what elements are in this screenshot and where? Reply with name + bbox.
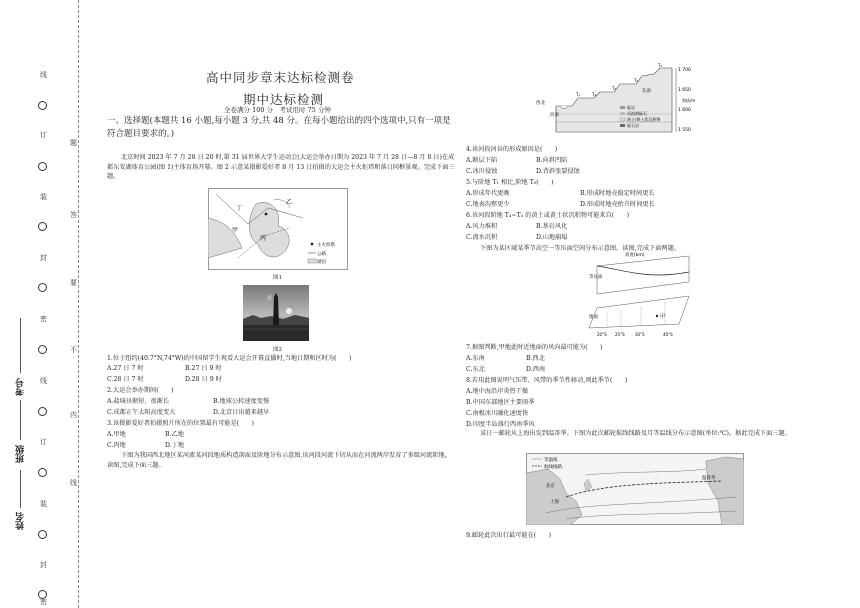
fig3-legend-2: 黄土/黄土状沉积物 — [627, 117, 661, 122]
figure-4-isobaric-surface — [585, 252, 700, 340]
fig3-legend-0: 砾岩 — [627, 105, 635, 110]
fig3-label-southeast: 东南 — [642, 89, 651, 94]
fig5-label-shanghai: 上海 — [550, 500, 559, 505]
q6-option-c[interactable]: C.流水沉积 — [466, 234, 498, 241]
class-label: 班级 — [16, 445, 26, 463]
q6-option-a[interactable]: A.风力堆积 — [466, 223, 498, 230]
binding-inner-char: 线 — [70, 479, 77, 487]
binding-ring-icon — [38, 101, 47, 110]
svg-text:T₄: T₄ — [634, 78, 639, 83]
intro-paragraph-2: 下图为我国西北地区某河流某河段地质构造剖面及阶地分布示意图,该河段河流下切从而在河流两岸发育了多级河流阶地。读图,完成下面三题。 — [107, 452, 451, 469]
figure-2-photo — [243, 285, 309, 341]
fig3-legend-1: 河流相砾石 — [627, 111, 647, 116]
binding-char: 装 — [40, 193, 47, 201]
name-label: 姓名 — [16, 512, 26, 530]
binding-char: 线 — [40, 71, 47, 79]
fig3-elev-1650: 1 650 — [678, 88, 691, 93]
fig4-tick-40s: 40°S — [663, 332, 673, 337]
fig2-label-north: 北 — [267, 295, 273, 301]
q5-option-c[interactable]: C.地表沟壑更少 — [466, 201, 510, 208]
fig4-label-isobar: 等压面 — [589, 275, 603, 280]
q3-option-d[interactable]: D.丁地 — [165, 442, 185, 449]
svg-text:T₅: T₅ — [658, 63, 663, 68]
q8-option-b[interactable]: B.中国东部地区主要雨季 — [466, 399, 535, 406]
fig4-tick-25s: 25°S — [615, 332, 625, 337]
binding-ring-icon — [38, 407, 47, 416]
binding-inner-char: 题 — [70, 139, 77, 147]
binding-char: 订 — [40, 131, 47, 139]
binding-ring-icon — [38, 530, 47, 539]
q7-option-b[interactable]: B.西北 — [526, 355, 545, 362]
figure-1-map — [208, 188, 348, 270]
figure-5-route-map — [526, 453, 744, 525]
q5-option-d[interactable]: D.形成时地壳抬升时间更长 — [580, 201, 655, 208]
figure-2-caption: 图2 — [273, 347, 282, 353]
section-heading: 一、选择题(本题共 16 小题,每小题 3 分,共 48 分。在每小题给出的四个选项中,只有一项是符合题目要求的。) — [107, 116, 451, 139]
q6-option-d[interactable]: D.山地崩塌 — [536, 234, 568, 241]
question-1-stem: 1.位于纽约(40.7°N,74°W)的中国留学生观看大运会开幕直播时,当地日期和区时为( ) — [107, 355, 352, 362]
exam-subtitle: 期中达标检测 — [243, 92, 325, 107]
question-5-stem: 5.与阶地 T₁ 相比,阶地 T₅( ) — [466, 179, 554, 186]
fig3-unit: 海拔/m — [682, 98, 696, 103]
binding-char: 线 — [40, 377, 47, 385]
binding-inner-char: 要 — [70, 279, 77, 287]
binding-char: 封 — [40, 254, 47, 262]
question-6-stem: 6.该河段阶地 T₄~T₅ 的黄土或黄土状沉积物可能来自( ) — [466, 212, 630, 219]
binding-char: 订 — [40, 438, 47, 446]
q4-option-d[interactable]: D.背斜张裂侵蚀 — [536, 168, 580, 175]
q3-option-a[interactable]: A.甲地 — [107, 431, 126, 438]
q5-option-b[interactable]: B.形成时地壳稳定时间更长 — [580, 190, 655, 197]
q1-option-b[interactable]: B.27 日 9 时 — [185, 365, 222, 372]
fig4-tick-20s: 20°S — [597, 332, 607, 337]
q4-option-a[interactable]: A.断层下陷 — [466, 157, 498, 164]
q8-option-a[interactable]: A.地中海沿岸炎热干燥 — [466, 388, 529, 395]
q2-option-b[interactable]: B.地球公转速度变慢 — [213, 398, 270, 405]
q7-option-a[interactable]: A.东南 — [466, 355, 485, 362]
binding-inner-char: 答 — [70, 211, 77, 219]
fig3-label-northwest: 西北 — [536, 101, 545, 106]
binding-char: 装 — [40, 500, 47, 508]
binding-char: 密 — [40, 598, 47, 606]
binding-inner-char: 不 — [70, 346, 77, 354]
question-9-stem: 9.邮轮此次出行最可能在( ) — [466, 532, 551, 539]
intro-paragraph-3: 下图为某区域某季节高空一等压面空间分布示意图。读图,完成下面两题。 — [480, 245, 680, 252]
q1-option-c[interactable]: C.28 日 7 时 — [107, 376, 144, 383]
binding-dashed-line — [78, 0, 79, 608]
figure-1-caption: 图1 — [273, 275, 282, 281]
fig3-elev-1550: 1 550 — [678, 128, 691, 133]
fig1-label-jia: 甲 — [232, 227, 239, 234]
fig1-label-yi: 乙 — [286, 199, 293, 206]
exam-number-label: 考号 — [16, 378, 26, 396]
exam-title: 高中同步章末达标检测卷 — [206, 70, 355, 85]
fig4-tick-30s: 30°S — [635, 332, 645, 337]
fig4-label-ground: 地面 — [589, 315, 598, 320]
fig4-label-height: 高度(km) — [625, 253, 645, 258]
q6-option-b[interactable]: B.基岩风化 — [536, 223, 568, 230]
torch-marker-icon — [265, 213, 268, 216]
fig1-label-ding: 丁 — [236, 205, 243, 212]
binding-char: 封 — [40, 561, 47, 569]
binding-inner-char: 内 — [70, 411, 77, 419]
fig5-label-vancouver: 温哥华 — [702, 476, 716, 481]
name-field[interactable] — [20, 470, 21, 508]
fig3-legend-3: 砾石岩 — [627, 123, 639, 128]
point-jia-icon — [656, 315, 658, 317]
binding-ring-icon — [38, 283, 47, 292]
question-7-stem: 7.据图判断,甲地此时近地面的风向最可能为( ) — [466, 344, 603, 351]
intro-paragraph-4: 某日一邮轮从上海出发到温哥华。下图为此次邮轮航线线路及月等温线分布示意图(单位:℃)。据此完成下面三题。 — [480, 430, 791, 437]
q2-option-c[interactable]: C.成都正午太阳高度变大 — [107, 409, 176, 416]
q3-option-b[interactable]: B.乙地 — [165, 431, 184, 438]
question-8-stem: 8.若用此图说明气压带、风带的季节性移动,则此季节( ) — [466, 377, 628, 384]
svg-text:T₂: T₂ — [592, 92, 597, 97]
binding-char: 密 — [40, 315, 47, 323]
q3-option-c[interactable]: C.丙地 — [107, 442, 126, 449]
fig5-legend-isotherm: 等温线 — [544, 458, 558, 463]
question-3-stem: 3.该摄影爱好者拍摄照片所在的位置最有可能是( ) — [107, 420, 254, 427]
exam-meta: 全卷满分 100 分 考试用时 75 分钟 — [224, 106, 331, 114]
fig1-legend-torch: 主火炬塔 — [317, 243, 335, 248]
legend-dot-icon — [311, 243, 314, 246]
q1-option-d[interactable]: D.28 日 9 时 — [185, 376, 222, 383]
fig1-legend-road: 公路 — [317, 252, 326, 257]
fig5-legend-route: 航线线路 — [544, 465, 562, 470]
exam-number-field[interactable] — [20, 318, 21, 373]
svg-text:T₃: T₃ — [612, 86, 617, 91]
question-4-stem: 4.该河段河谷的形成原因是( ) — [466, 146, 558, 153]
intro-paragraph-1: 北京时间 2023 年 7 月 28 日 20 时,第 31 届世界大学生运动会(大运会举办日期为 2023 年 7 月 28 日—8 月 8 日)在成都东安湖体育公园(图 1)主体育场开幕。图 2 示意某摄影爱好者 8 月 13 日拍摄的大运会主火炬塔和落日同框景观。完成下面三题。 — [107, 154, 455, 180]
q8-option-c[interactable]: C.南极冰川融化速度快 — [466, 410, 529, 417]
class-field[interactable] — [20, 400, 21, 440]
fig3-elev-1700: 1 700 — [678, 68, 691, 73]
fig1-legend-lake: 湖泊 — [317, 260, 326, 265]
fig3-label-riverbed: 河床 — [550, 113, 559, 118]
svg-text:T₁: T₁ — [576, 92, 581, 97]
figure-3-terrace-profile — [532, 62, 722, 144]
fig4-label-jia: 甲 — [660, 314, 666, 320]
q2-option-a[interactable]: A.盐城昼渐短、夜渐长 — [107, 398, 170, 405]
q4-option-c[interactable]: C.冰川侵蚀 — [466, 168, 498, 175]
fig5-label-beijing: 北京 — [546, 484, 555, 489]
fig3-elev-1600: 1 600 — [678, 108, 691, 113]
binding-ring-icon — [38, 468, 47, 477]
binding-ring-icon — [38, 345, 47, 354]
binding-ring-icon — [38, 222, 47, 231]
q4-option-b[interactable]: B.向斜凹陷 — [536, 157, 568, 164]
q5-option-a[interactable]: A.形成年代更晚 — [466, 190, 510, 197]
q8-option-d[interactable]: D.印度半岛盛行西南季风 — [466, 421, 535, 428]
sunset-icon — [286, 308, 292, 314]
binding-ring-icon — [38, 162, 47, 171]
q1-option-a[interactable]: A.27 日 7 时 — [107, 365, 144, 372]
q7-option-d[interactable]: D.西南 — [526, 366, 546, 373]
fig1-label-bing: 丙 — [260, 235, 267, 242]
question-2-stem: 2.大运会举办期间( ) — [107, 387, 174, 394]
q7-option-c[interactable]: C.东北 — [466, 366, 485, 373]
q2-option-d[interactable]: D.北京日出越来越早 — [213, 409, 270, 416]
